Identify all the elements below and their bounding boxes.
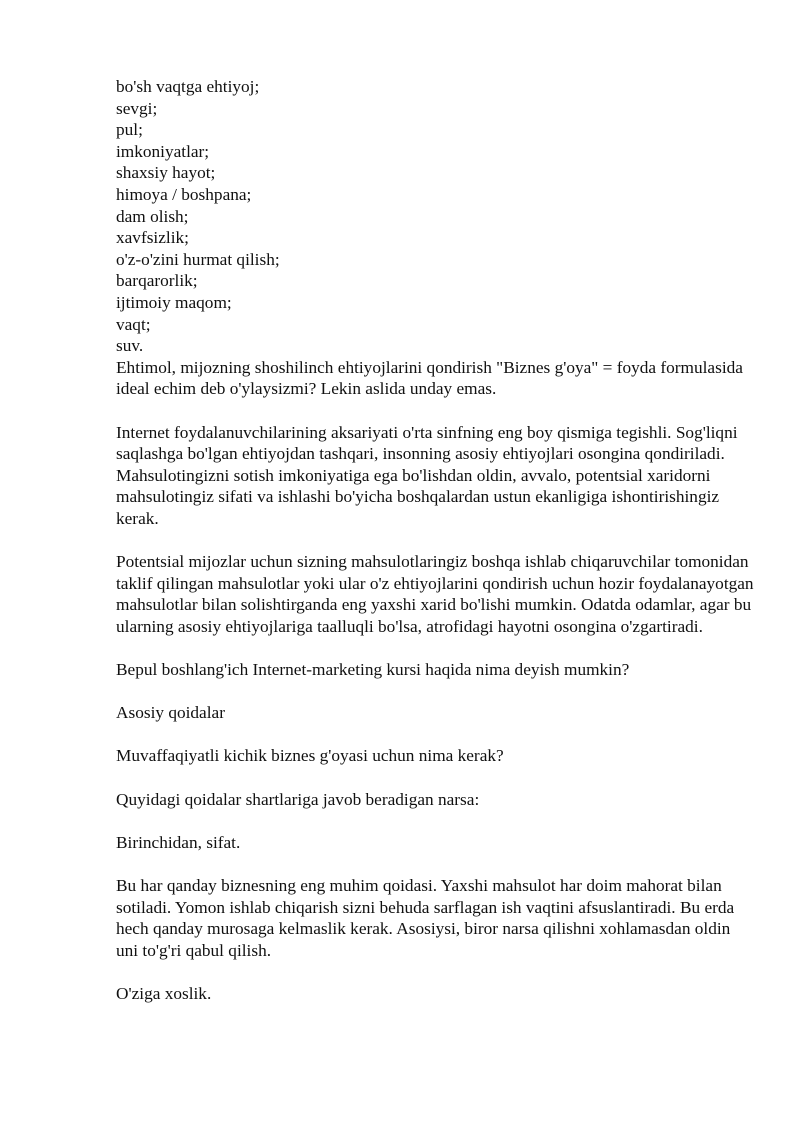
list-item: vaqt; [116, 314, 151, 334]
list-item: ijtimoiy maqom; [116, 292, 232, 312]
list-item: o'z-o'zini hurmat qilish; [116, 249, 280, 269]
document-page [116, 76, 756, 1026]
heading-quality: Birinchidan, sifat. [116, 832, 241, 852]
paragraph-business-idea-question: Muvaffaqiyatli kichik biznes g'oyasi uchun nima kerak? [116, 746, 504, 766]
heading-basic-rules: Asosiy qoidalar [116, 703, 225, 723]
list-item: xavfsizlik; [116, 228, 189, 248]
list-item: bo'sh vaqtga ehtiyoj; [116, 77, 260, 96]
paragraph-rules-intro: Quyidagi qoidalar shartlariga javob beradigan narsa: [116, 789, 480, 809]
paragraph-quality-rule: Bu har qanday biznesning eng muhim qoidasi. Yaxshi mahsulot har doim mahorat bilan sotiladi. Yomon ishlab chiqarish sizni behuda sarflagan ish vaqtini afsuslantiradi. Bu erda hech qanday murosaga kelmaslik kerak. Asosiysi, biror narsa qilishni xohlamasdan oldin uni to'g'ri qabul qilish. [116, 875, 735, 960]
list-item: himoya / boshpana; [116, 184, 252, 204]
needs-list [116, 76, 756, 357]
list-item: pul; [116, 120, 143, 140]
heading-uniqueness: O'ziga xoslik. [116, 983, 212, 1003]
list-item: sevgi; [116, 98, 158, 118]
paragraph-ideal-solution: Ehtimol, mijozning shoshilinch ehtiyojlarini qondirish "Biznes g'oya" = foyda formulasida ideal echim deb o'ylaysizmi? Lekin aslida unday emas. [116, 357, 743, 399]
list-item: imkoniyatlar; [116, 141, 210, 161]
list-item: suv. [116, 336, 144, 356]
list-item: barqarorlik; [116, 271, 198, 291]
paragraph-internet-users: Internet foydalanuvchilarining aksariyati o'rta sinfning eng boy qismiga tegishli. Sog'liqni saqlashga bo'lgan ehtiyojdan tashqari, insonning asosiy ehtiyojlari osongina qondiriladi. Mahsulotingizni sotish imkoniyatiga ega bo'lishdan oldin, avvalo, potentsial xaridorni mahsulotingiz sifati va ishlashi bo'yicha boshqalardan ustun ekanligiga ishontirishingiz kerak. [116, 422, 738, 528]
list-item: shaxsiy hayot; [116, 163, 216, 183]
list-item: dam olish; [116, 206, 189, 226]
paragraph-marketing-course-question: Bepul boshlang'ich Internet-marketing kursi haqida nima deyish mumkin? [116, 660, 630, 680]
paragraph-potential-customers: Potentsial mijozlar uchun sizning mahsulotlaringiz boshqa ishlab chiqaruvchilar tomonidan taklif qilingan mahsulotlar yoki ular o'z ehtiyojlarini qondirish uchun hozir foydalanayotgan mahsulotlar bilan solishtirganda eng yaxshi xarid bo'lishi mumkin. Odatda odamlar, agar bu ularning asosiy ehtiyojlariga taalluqli bo'lsa, atrofidagi hayotni osongina o'zgartiradi. [116, 552, 754, 636]
